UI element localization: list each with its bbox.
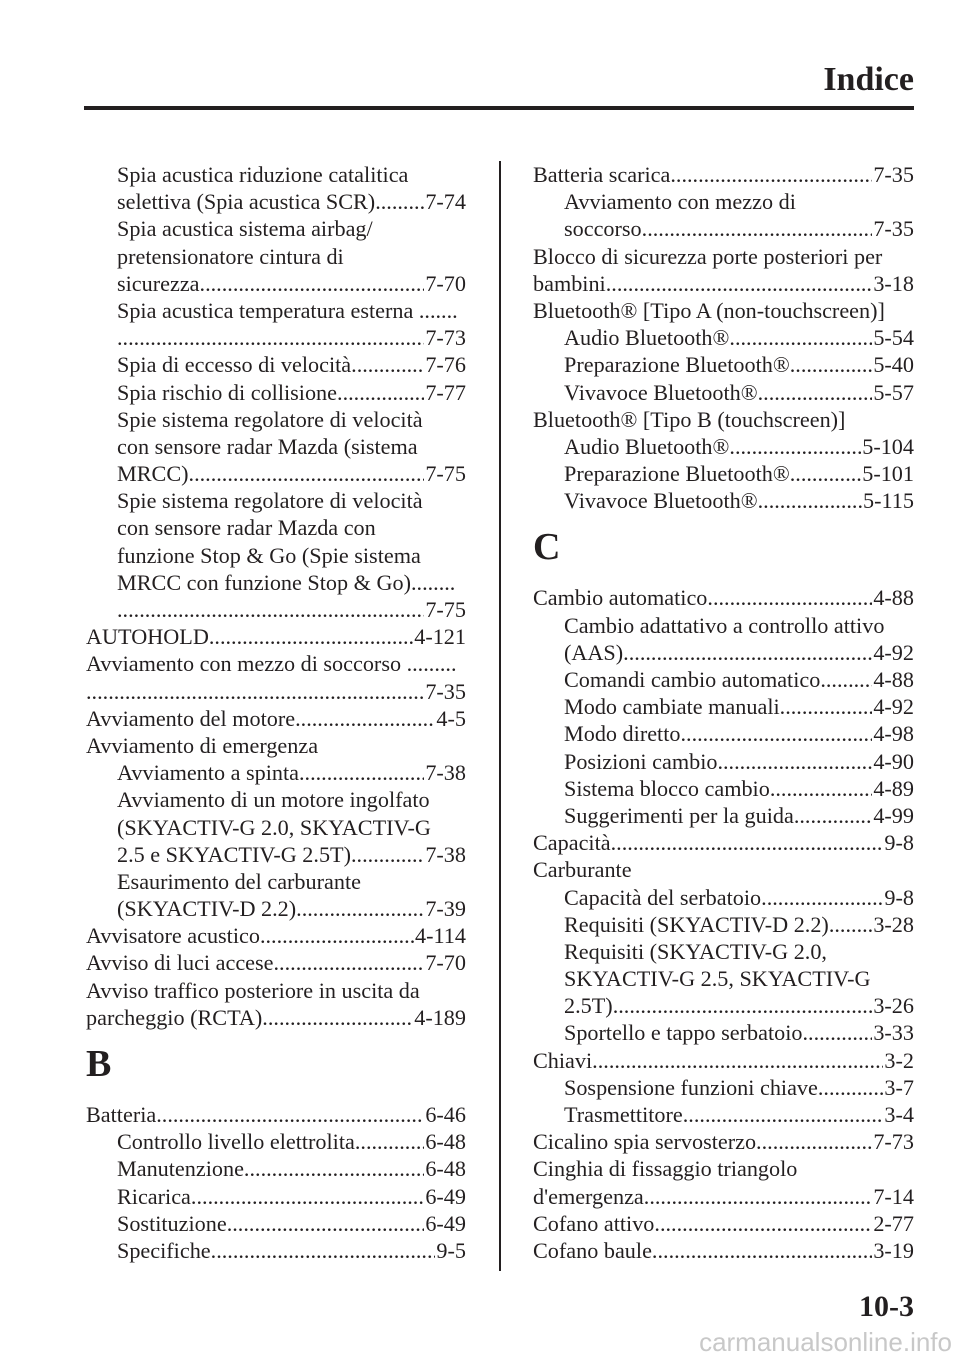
entry-label: MRCC) [117, 461, 189, 487]
dot-leader [654, 1210, 872, 1237]
entry-page-ref: 5-40 [873, 352, 914, 378]
entry-label: Requisiti (SKYACTIV-D 2.2) [564, 911, 829, 937]
dot-leader [644, 1183, 873, 1210]
index-entry [86, 705, 466, 732]
entry-page-ref: 6-49 [425, 1183, 466, 1209]
entry-page-ref: 7-70 [425, 270, 466, 296]
dot-leader [670, 161, 872, 188]
index-entry [533, 1074, 914, 1101]
dot-leader [707, 584, 872, 611]
entry-label: Batteria scarica [533, 162, 671, 187]
dot-leader [117, 324, 424, 351]
index-entry: Spia acustica temperatura esterna ....... [117, 297, 458, 323]
index-entry [86, 1155, 466, 1182]
entry-page-ref: 7-75 [425, 461, 466, 487]
entry-page-ref: 9-8 [884, 884, 914, 910]
entry-page-ref: 4-189 [414, 1004, 466, 1030]
index-entry [533, 584, 914, 611]
index-entry [533, 1237, 914, 1264]
index-entry: Avviso traffico posteriore in uscita da [86, 977, 420, 1003]
dot-leader [794, 802, 873, 829]
entry-label: Manutenzione [117, 1156, 244, 1182]
entry-label: Preparazione Bluetooth® [564, 352, 790, 378]
entry-label: Avviamento a spinta [117, 760, 299, 786]
entry-page-ref: 3-19 [873, 1237, 914, 1263]
entry-label: Cicalino spia servosterzo [533, 1129, 757, 1155]
index-entry: Esaurimento del carburante [117, 868, 361, 894]
entry-label: Suggerimenti per la guida [564, 802, 794, 828]
entry-page-ref: 7-35 [425, 678, 466, 704]
entry-page-ref: 7-38 [425, 760, 466, 786]
entry-page-ref: 4-90 [873, 748, 914, 774]
index-entry [86, 270, 466, 297]
section-letter-c: C [533, 526, 561, 569]
entry-page-ref: 7-35 [873, 216, 914, 242]
entry-label: Ricarica [117, 1183, 191, 1209]
index-entry [86, 1128, 466, 1155]
entry-page-ref: 7-76 [425, 352, 466, 378]
index-group-b [86, 1101, 466, 1264]
index-entry [533, 666, 914, 693]
entry-page-ref: 4-89 [873, 775, 914, 801]
entry-page-ref: 3-7 [884, 1074, 914, 1100]
dot-leader [117, 596, 424, 623]
dot-leader [611, 829, 884, 856]
dot-leader [756, 1128, 872, 1155]
entry-page-ref: 3-18 [873, 270, 914, 296]
entry-page-ref: 9-8 [884, 830, 914, 856]
entry-label: Sostituzione [117, 1210, 227, 1236]
entry-page-ref: 3-4 [884, 1102, 914, 1127]
index-entry: Avviamento con mezzo di soccorso ......... [86, 651, 457, 677]
index-entry: Avviamento di un motore ingolfato [117, 787, 430, 813]
index-entry [86, 1237, 466, 1264]
dot-leader [770, 775, 873, 802]
entry-page-ref: 7-38 [425, 841, 466, 867]
index-entry: funzione Stop & Go (Spie sistema [117, 542, 421, 568]
entry-label: Sportello e tappo serbatoio [564, 1020, 803, 1046]
entry-page-ref: 6-46 [425, 1102, 466, 1127]
entry-page-ref: 7-73 [425, 325, 466, 351]
index-entry [86, 379, 466, 406]
index-column-left [86, 161, 466, 1264]
index-entry [533, 433, 914, 460]
dot-leader [211, 1237, 436, 1264]
entry-label: Modo diretto [564, 721, 681, 747]
entry-label: Audio Bluetooth® [564, 325, 730, 351]
entry-page-ref: 4-99 [873, 802, 914, 828]
page-number: 10-3 [859, 1290, 914, 1323]
index-entry: Blocco di sicurezza porte posteriori per [533, 243, 883, 269]
entry-label: Preparazione Bluetooth® [564, 461, 790, 487]
entry-page-ref: 7-73 [873, 1129, 914, 1155]
index-entry [533, 379, 914, 406]
dot-leader [642, 215, 873, 242]
index-entry: Cinghia di fissaggio triangolo [533, 1156, 798, 1182]
index-column-right [533, 161, 914, 1264]
entry-page-ref: 4-92 [873, 694, 914, 720]
dot-leader [820, 666, 872, 693]
dot-leader [761, 884, 883, 911]
index-entry [533, 460, 914, 487]
index-entry [533, 1210, 914, 1237]
index-entry [533, 324, 914, 351]
index-entry [533, 1019, 914, 1046]
dot-leader [818, 1074, 884, 1101]
entry-label: Batteria [86, 1102, 157, 1127]
index-entry [533, 1047, 914, 1074]
entry-label: soccorso [564, 216, 642, 242]
dot-leader [227, 1210, 425, 1237]
dot-leader [337, 379, 424, 406]
index-entry: (SKYACTIV-G 2.0, SKYACTIV-G [117, 814, 431, 840]
entry-label: Posizioni cambio [564, 748, 718, 774]
index-entry: Carburante [533, 857, 632, 883]
dot-leader [262, 1004, 413, 1031]
dot-leader [802, 1019, 872, 1046]
entry-label: Vivavoce Bluetooth® [564, 379, 758, 405]
index-group-a [86, 161, 466, 1031]
index-entry: Bluetooth® [Tipo A (non-touchscreen)] [533, 297, 885, 323]
index-entry [86, 351, 466, 378]
entry-label: Specifiche [117, 1237, 211, 1263]
entry-page-ref: 7-14 [873, 1183, 914, 1209]
index-entry [533, 829, 914, 856]
dot-leader [592, 1047, 883, 1074]
entry-page-ref: 4-5 [436, 705, 466, 731]
dot-leader [683, 1101, 884, 1128]
dot-leader [351, 841, 424, 868]
index-entry [533, 215, 914, 242]
dot-leader [244, 1155, 424, 1182]
dot-leader [260, 922, 414, 949]
entry-page-ref: 4-92 [873, 639, 914, 665]
entry-label: Cambio automatico [533, 585, 708, 611]
entry-page-ref: 4-88 [873, 585, 914, 611]
index-entry [86, 841, 466, 868]
page-header-title: Indice [823, 61, 914, 98]
dot-leader [829, 911, 873, 938]
index-entry [533, 748, 914, 775]
entry-label: Audio Bluetooth® [564, 433, 730, 459]
entry-page-ref: 5-115 [863, 488, 914, 514]
index-group-b-cont [533, 161, 914, 514]
dot-leader [790, 351, 873, 378]
index-entry [533, 639, 914, 666]
entry-label: Cofano attivo [533, 1210, 655, 1236]
entry-label: AUTOHOLD [86, 624, 209, 650]
entry-page-ref: 3-33 [873, 1020, 914, 1046]
index-entry [533, 1128, 914, 1155]
entry-page-ref: 6-48 [425, 1156, 466, 1182]
dot-leader [680, 720, 872, 747]
index-entry: SKYACTIV-G 2.5, SKYACTIV-G [564, 966, 871, 992]
entry-label: selettiva (Spia acustica SCR) [117, 189, 376, 215]
index-entry [86, 1004, 466, 1031]
column-divider [499, 161, 501, 1271]
dot-leader [717, 748, 872, 775]
index-entry: con sensore radar Mazda con [117, 515, 376, 541]
entry-label: Capacità del serbatoio [564, 884, 762, 910]
index-entry: pretensionatore cintura di [117, 243, 344, 269]
entry-page-ref: 4-114 [415, 923, 466, 949]
section-letter-b: B [86, 1043, 112, 1085]
index-entry: Avviamento con mezzo di [564, 189, 796, 215]
dot-leader [86, 678, 424, 705]
index-entry: Cambio adattativo a controllo attivo [564, 612, 885, 638]
entry-page-ref: 6-48 [425, 1129, 466, 1155]
index-entry [533, 720, 914, 747]
entry-label: Avviso di luci accese [86, 950, 274, 976]
index-entry: Bluetooth® [Tipo B (touchscreen)] [533, 406, 846, 432]
index-entry [533, 1183, 914, 1210]
dot-leader [375, 188, 424, 215]
entry-page-ref: 4-88 [873, 667, 914, 692]
index-entry: Spia acustica riduzione catalitica [117, 162, 409, 187]
index-entry [533, 351, 914, 378]
entry-label: bambini [533, 270, 606, 296]
dot-leader [189, 460, 425, 487]
index-entry [86, 922, 466, 949]
dot-leader [729, 324, 872, 351]
entry-page-ref: 6-49 [425, 1210, 466, 1236]
dot-leader [729, 433, 861, 460]
index-entry [86, 188, 466, 215]
entry-label: parcheggio (RCTA) [86, 1004, 263, 1030]
index-entry: Spie sistema regolatore di velocità [117, 488, 423, 514]
dot-leader [613, 992, 873, 1019]
entry-label: Comandi cambio automatico [564, 667, 821, 692]
index-entry [86, 596, 466, 623]
entry-page-ref: 7-70 [425, 950, 466, 976]
entry-page-ref: 7-39 [425, 896, 466, 922]
entry-label: Avvisatore acustico [86, 923, 260, 949]
entry-page-ref: 7-35 [873, 162, 914, 187]
entry-label: Trasmettitore [564, 1102, 683, 1127]
entry-page-ref: 4-121 [414, 624, 466, 650]
index-entry: Spie sistema regolatore di velocità [117, 406, 423, 432]
entry-page-ref: 3-26 [873, 993, 914, 1019]
index-entry [533, 270, 914, 297]
entry-page-ref: 3-28 [873, 911, 914, 937]
dot-leader [274, 949, 425, 976]
index-group-c [533, 584, 914, 1264]
dot-leader [156, 1101, 424, 1128]
index-entry [86, 949, 466, 976]
index-entry: MRCC con funzione Stop & Go)........ [117, 569, 456, 595]
dot-leader [606, 270, 873, 297]
index-entry [86, 460, 466, 487]
index-entry [533, 161, 914, 188]
entry-label: (SKYACTIV-D 2.2) [117, 896, 297, 922]
header-rule [84, 106, 914, 110]
entry-label: 2.5 e SKYACTIV-G 2.5T) [117, 841, 351, 867]
dot-leader [351, 351, 424, 378]
dot-leader [296, 895, 424, 922]
entry-page-ref: 2-77 [873, 1210, 914, 1236]
entry-label: Avviamento del motore [86, 705, 296, 731]
entry-label: Modo cambiate manuali [564, 694, 780, 720]
entry-page-ref: 5-54 [873, 325, 914, 351]
entry-page-ref: 5-104 [862, 433, 914, 459]
index-entry [533, 775, 914, 802]
dot-leader [355, 1128, 424, 1155]
index-entry [86, 895, 466, 922]
index-entry [533, 487, 914, 514]
index-entry [86, 324, 466, 351]
dot-leader [758, 487, 862, 514]
watermark: carmanualsonline.info [699, 1327, 952, 1357]
index-entry [533, 992, 914, 1019]
index-entry: con sensore radar Mazda (sistema [117, 433, 418, 459]
index-entry: Spia acustica sistema airbag/ [117, 216, 373, 242]
dot-leader [652, 1237, 872, 1264]
entry-label: Capacità [533, 830, 611, 856]
entry-page-ref: 4-98 [873, 721, 914, 747]
entry-label: sicurezza [117, 270, 200, 296]
index-entry: Avviamento di emergenza [86, 732, 319, 758]
entry-label: Vivavoce Bluetooth® [564, 488, 758, 514]
dot-leader [780, 693, 873, 720]
dot-leader [295, 705, 435, 732]
entry-label: Cofano baule [533, 1237, 652, 1263]
index-entry [533, 693, 914, 720]
entry-label: (AAS) [564, 639, 624, 665]
entry-label: Sospensione funzioni chiave [564, 1074, 818, 1100]
entry-label: Chiavi [533, 1047, 593, 1073]
index-entry [86, 1183, 466, 1210]
dot-leader [209, 623, 413, 650]
entry-page-ref: 7-77 [425, 379, 466, 405]
index-entry [86, 678, 466, 705]
index-entry [86, 759, 466, 786]
entry-page-ref: 7-74 [425, 189, 466, 215]
entry-page-ref: 5-57 [873, 379, 914, 405]
entry-label: Sistema blocco cambio [564, 775, 770, 801]
entry-label: Spia di eccesso di velocità [117, 352, 352, 378]
dot-leader [191, 1183, 424, 1210]
index-entry: Requisiti (SKYACTIV-G 2.0, [564, 938, 827, 964]
dot-leader [623, 639, 872, 666]
dot-leader [790, 460, 862, 487]
dot-leader [200, 270, 425, 297]
index-entry [533, 911, 914, 938]
index-entry [533, 1101, 914, 1128]
entry-page-ref: 7-75 [425, 597, 466, 622]
entry-page-ref: 5-101 [862, 461, 914, 487]
dot-leader [758, 379, 873, 406]
index-entry [533, 802, 914, 829]
index-entry [86, 623, 466, 650]
index-entry [86, 1210, 466, 1237]
entry-page-ref: 9-5 [436, 1237, 466, 1263]
dot-leader [299, 759, 424, 786]
entry-page-ref: 3-2 [884, 1047, 914, 1073]
entry-label: d'emergenza [533, 1183, 644, 1209]
entry-label: 2.5T) [564, 993, 613, 1019]
index-entry [533, 884, 914, 911]
index-entry [86, 1101, 466, 1128]
entry-label: Controllo livello elettrolita [117, 1129, 355, 1155]
entry-label: Spia rischio di collisione [117, 379, 338, 405]
